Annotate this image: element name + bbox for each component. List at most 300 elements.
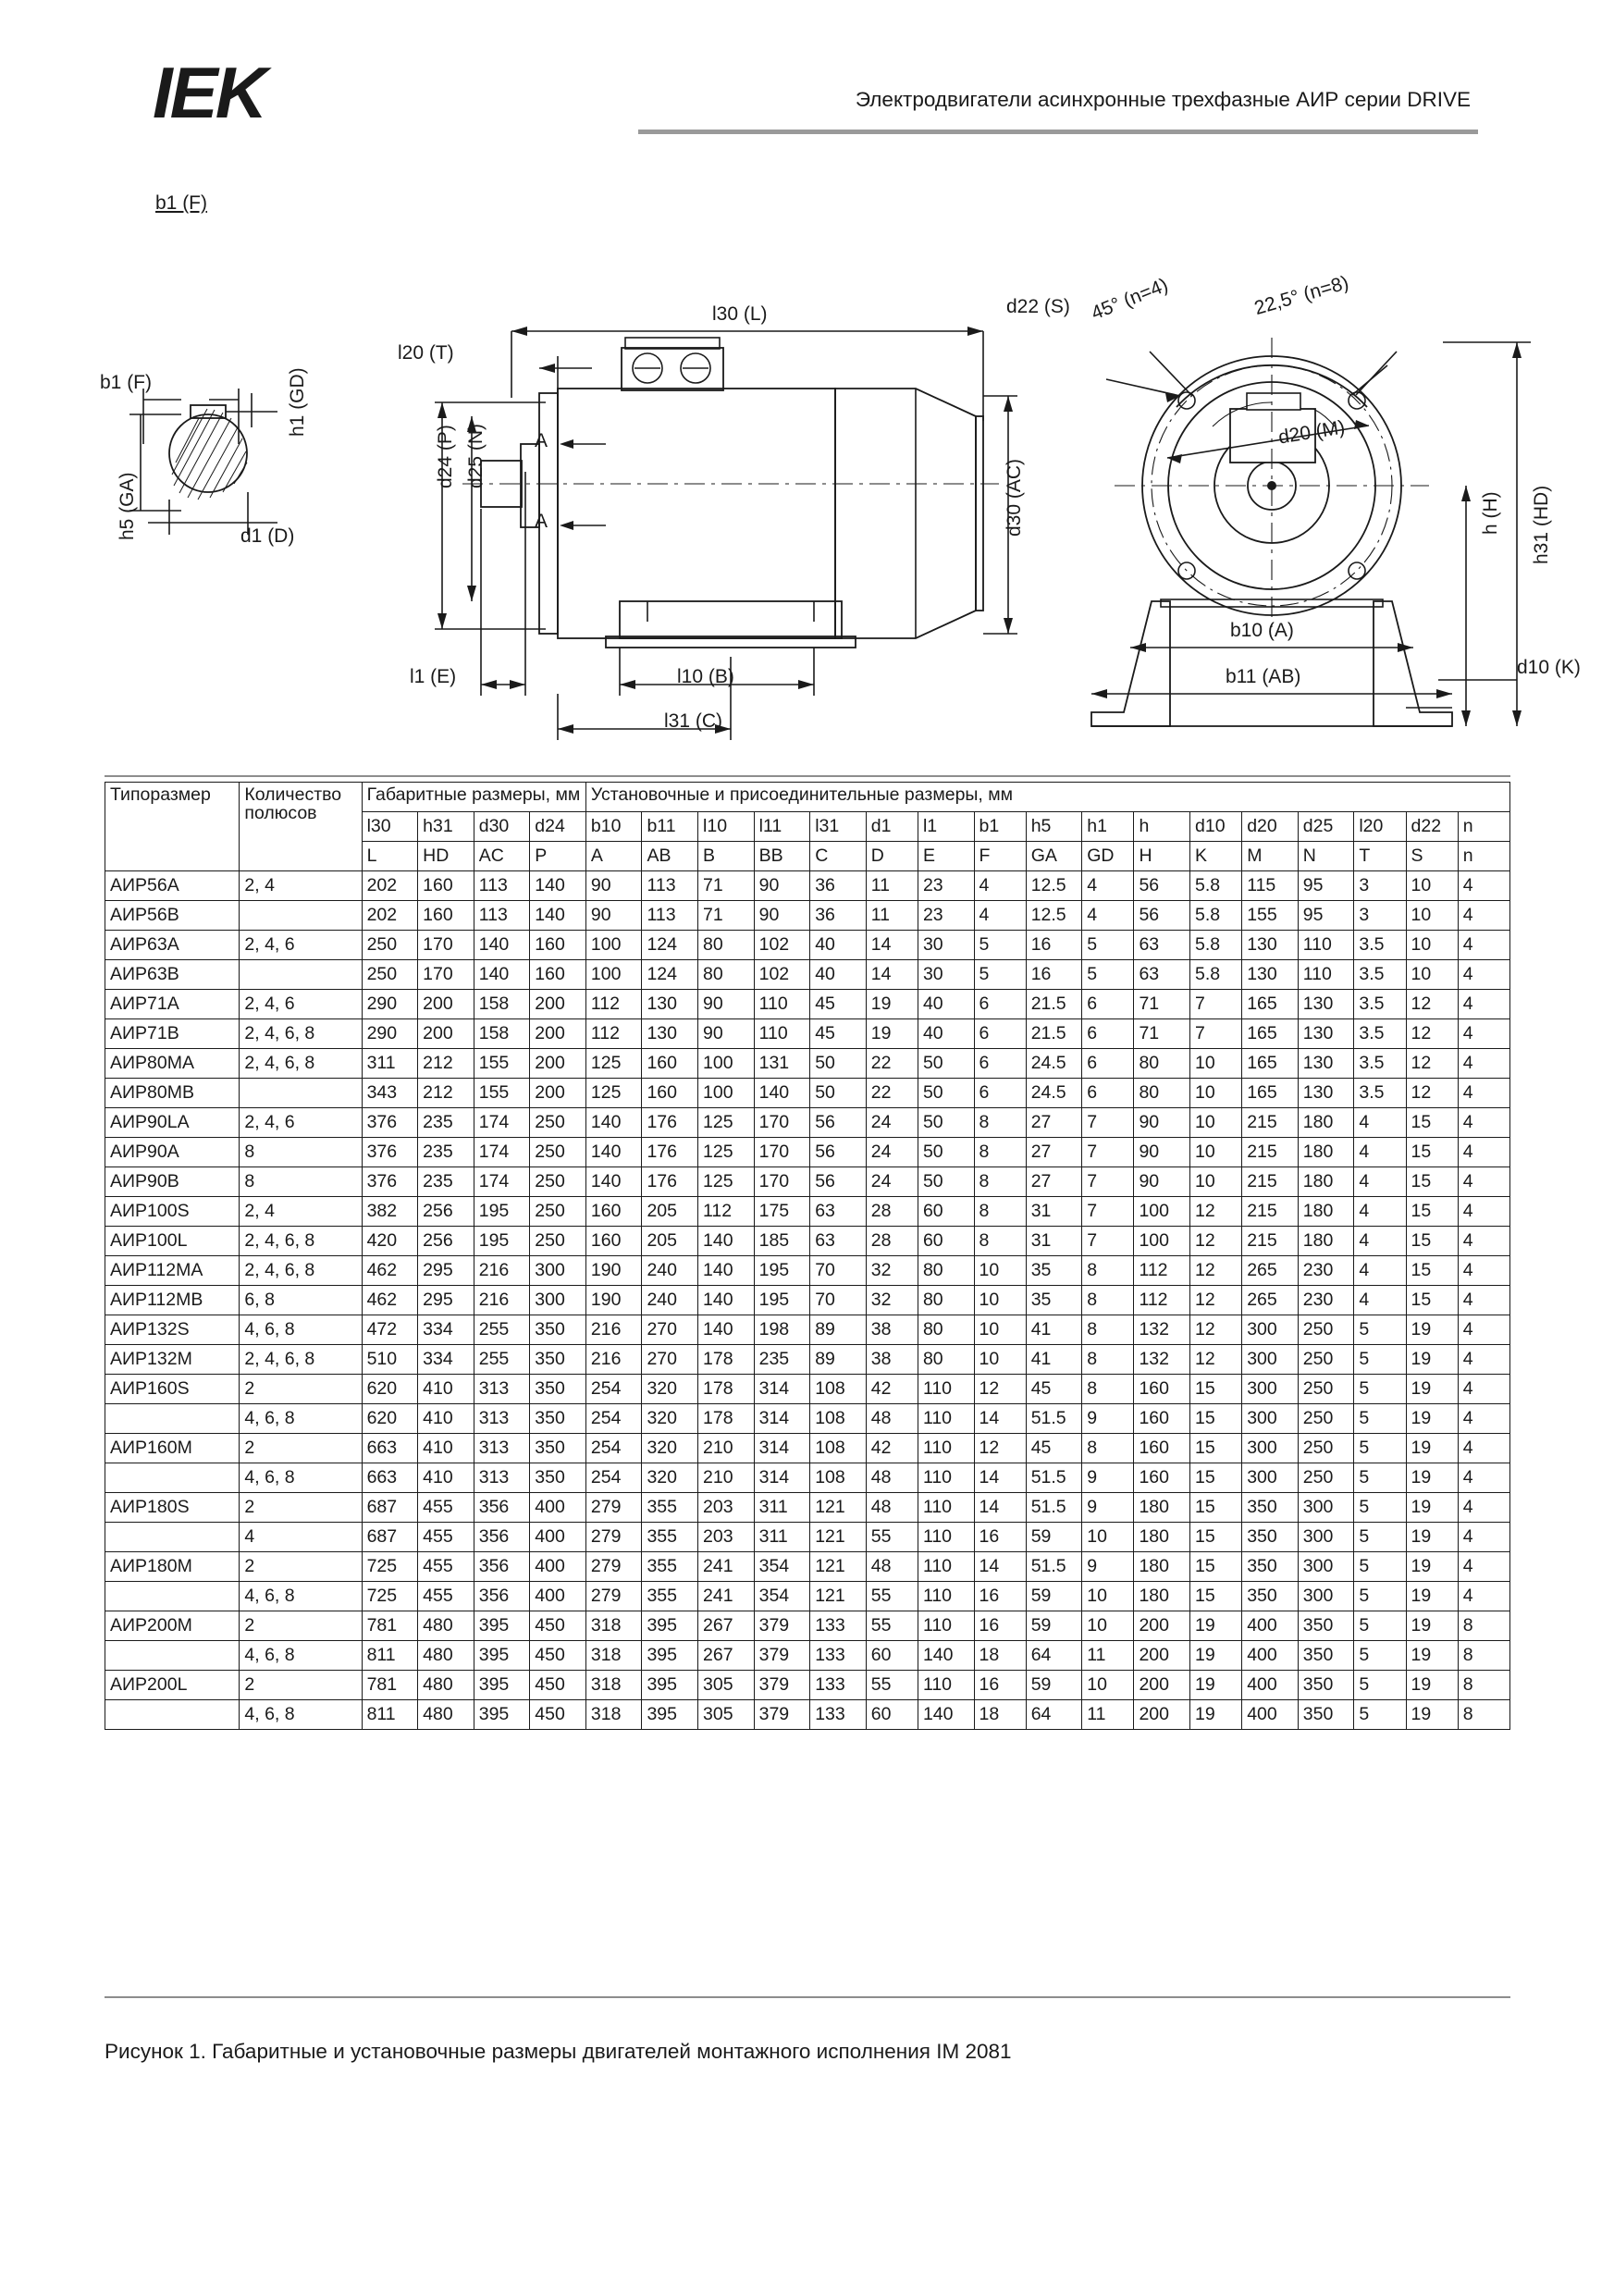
cell-value: 200 bbox=[530, 990, 586, 1019]
cell-value: 320 bbox=[642, 1434, 698, 1463]
cell-value: 63 bbox=[1134, 931, 1190, 960]
cell-value: 200 bbox=[530, 1019, 586, 1049]
cell-value: 16 bbox=[974, 1523, 1026, 1552]
col-code: l20 bbox=[1354, 812, 1406, 842]
cell-value: 90 bbox=[754, 871, 810, 901]
cell-value: 38 bbox=[866, 1315, 918, 1345]
cell-value: 140 bbox=[754, 1079, 810, 1108]
cell-value: 4 bbox=[1458, 1256, 1509, 1286]
cell-value: 10 bbox=[1082, 1523, 1134, 1552]
cell-poles: 2 bbox=[240, 1493, 362, 1523]
cell-value: 9 bbox=[1082, 1463, 1134, 1493]
cell-value: 36 bbox=[810, 901, 867, 931]
cell-value: 290 bbox=[362, 1019, 418, 1049]
cell-value: 89 bbox=[810, 1315, 867, 1345]
cell-value: 300 bbox=[1242, 1345, 1299, 1375]
cell-poles: 2 bbox=[240, 1611, 362, 1641]
cell-value: 9 bbox=[1082, 1493, 1134, 1523]
cell-value: 5 bbox=[1354, 1611, 1406, 1641]
cell-value: 16 bbox=[1026, 960, 1082, 990]
cell-value: 5 bbox=[1354, 1434, 1406, 1463]
cell-value: 59 bbox=[1026, 1671, 1082, 1700]
cell-value: 7 bbox=[1082, 1167, 1134, 1197]
cell-value: 200 bbox=[1134, 1611, 1190, 1641]
cell-value: 48 bbox=[866, 1552, 918, 1582]
cell-value: 725 bbox=[362, 1552, 418, 1582]
cell-value: 300 bbox=[530, 1256, 586, 1286]
cell-type: АИР100L bbox=[105, 1227, 240, 1256]
cell-value: 15 bbox=[1406, 1108, 1458, 1138]
cell-value: 90 bbox=[1134, 1108, 1190, 1138]
cell-value: 130 bbox=[1242, 931, 1299, 960]
cell-value: 12 bbox=[1190, 1197, 1242, 1227]
cell-value: 3.5 bbox=[1354, 931, 1406, 960]
cell-value: 250 bbox=[362, 960, 418, 990]
cell-value: 4 bbox=[1458, 1138, 1509, 1167]
cell-value: 10 bbox=[1406, 960, 1458, 990]
cell-value: 32 bbox=[866, 1286, 918, 1315]
cell-value: 5 bbox=[1354, 1523, 1406, 1552]
cell-value: 170 bbox=[418, 960, 474, 990]
cell-value: 7 bbox=[1082, 1227, 1134, 1256]
label-section-arrow-a-bottom: A bbox=[535, 511, 548, 532]
cell-value: 15 bbox=[1190, 1404, 1242, 1434]
cell-value: 379 bbox=[754, 1641, 810, 1671]
cell-value: 5.8 bbox=[1190, 871, 1242, 901]
cell-value: 455 bbox=[418, 1493, 474, 1523]
cell-value: 255 bbox=[474, 1345, 530, 1375]
label-d10-k: d10 (K) bbox=[1517, 657, 1581, 678]
cell-value: 202 bbox=[362, 871, 418, 901]
cell-value: 7 bbox=[1082, 1197, 1134, 1227]
col-header-mounting: Установочные и присоединительные размеры, мм bbox=[585, 783, 1509, 812]
cell-type: АИР63А bbox=[105, 931, 240, 960]
col-code: d22 bbox=[1406, 812, 1458, 842]
cell-value: 124 bbox=[642, 960, 698, 990]
cell-value: 80 bbox=[918, 1315, 974, 1345]
cell-value: 450 bbox=[530, 1611, 586, 1641]
cell-type: АИР160М bbox=[105, 1434, 240, 1463]
cell-value: 56 bbox=[1134, 871, 1190, 901]
cell-value: 15 bbox=[1406, 1197, 1458, 1227]
cell-value: 5 bbox=[1354, 1582, 1406, 1611]
cell-value: 45 bbox=[1026, 1434, 1082, 1463]
cell-value: 356 bbox=[474, 1493, 530, 1523]
cell-value: 318 bbox=[585, 1641, 642, 1671]
table-row bbox=[105, 1700, 1510, 1730]
cell-value: 400 bbox=[530, 1523, 586, 1552]
cell-value: 71 bbox=[1134, 990, 1190, 1019]
col-header-overall: Габаритные размеры, мм bbox=[362, 783, 585, 812]
cell-value: 63 bbox=[810, 1227, 867, 1256]
cell-value: 50 bbox=[810, 1079, 867, 1108]
page-header bbox=[0, 0, 1614, 176]
cell-value: 295 bbox=[418, 1286, 474, 1315]
cell-value: 125 bbox=[585, 1049, 642, 1079]
col-letter: AC bbox=[474, 842, 530, 871]
cell-value: 15 bbox=[1190, 1463, 1242, 1493]
table-row bbox=[105, 1079, 1510, 1108]
cell-value: 174 bbox=[474, 1138, 530, 1167]
cell-value: 6 bbox=[974, 1079, 1026, 1108]
cell-value: 55 bbox=[866, 1611, 918, 1641]
cell-value: 112 bbox=[698, 1197, 755, 1227]
col-code: b1 bbox=[974, 812, 1026, 842]
cell-value: 19 bbox=[1406, 1582, 1458, 1611]
col-letter: AB bbox=[642, 842, 698, 871]
cell-value: 140 bbox=[585, 1108, 642, 1138]
cell-value: 102 bbox=[754, 960, 810, 990]
table-row bbox=[105, 1375, 1510, 1404]
label-d25-n: d25 (N) bbox=[465, 423, 487, 488]
cell-value: 6 bbox=[1082, 1049, 1134, 1079]
cell-value: 200 bbox=[418, 1019, 474, 1049]
cell-value: 140 bbox=[918, 1700, 974, 1730]
col-letter: B bbox=[698, 842, 755, 871]
cell-value: 250 bbox=[1298, 1375, 1354, 1404]
cell-value: 190 bbox=[585, 1286, 642, 1315]
cell-value: 4 bbox=[1458, 931, 1509, 960]
cell-value: 35 bbox=[1026, 1286, 1082, 1315]
cell-type: АИР112МА bbox=[105, 1256, 240, 1286]
cell-value: 350 bbox=[1242, 1582, 1299, 1611]
cell-value: 27 bbox=[1026, 1167, 1082, 1197]
cell-value: 24.5 bbox=[1026, 1079, 1082, 1108]
cell-value: 10 bbox=[1406, 931, 1458, 960]
cell-value: 462 bbox=[362, 1286, 418, 1315]
cell-value: 90 bbox=[1134, 1138, 1190, 1167]
cell-value: 200 bbox=[1134, 1641, 1190, 1671]
cell-value: 300 bbox=[1242, 1434, 1299, 1463]
cell-value: 8 bbox=[1458, 1700, 1509, 1730]
col-code: d30 bbox=[474, 812, 530, 842]
cell-value: 3 bbox=[1354, 901, 1406, 931]
label-angle-45: 45° (n=4) bbox=[1088, 274, 1172, 325]
cell-value: 12 bbox=[1190, 1227, 1242, 1256]
cell-value: 663 bbox=[362, 1463, 418, 1493]
cell-value: 8 bbox=[1082, 1375, 1134, 1404]
cell-value: 12 bbox=[1406, 990, 1458, 1019]
cell-value: 165 bbox=[1242, 1049, 1299, 1079]
table-row bbox=[105, 1167, 1510, 1197]
cell-value: 11 bbox=[866, 901, 918, 931]
cell-value: 19 bbox=[1406, 1345, 1458, 1375]
cell-value: 113 bbox=[642, 871, 698, 901]
cell-value: 200 bbox=[418, 990, 474, 1019]
cell-value: 250 bbox=[1298, 1315, 1354, 1345]
cell-value: 12 bbox=[1190, 1286, 1242, 1315]
cell-value: 480 bbox=[418, 1671, 474, 1700]
cell-value: 48 bbox=[866, 1404, 918, 1434]
drawing-vector bbox=[0, 167, 1614, 759]
cell-value: 100 bbox=[698, 1079, 755, 1108]
cell-value: 10 bbox=[974, 1286, 1026, 1315]
cell-value: 170 bbox=[418, 931, 474, 960]
cell-value: 121 bbox=[810, 1493, 867, 1523]
cell-value: 480 bbox=[418, 1700, 474, 1730]
col-code: h5 bbox=[1026, 812, 1082, 842]
cell-value: 18 bbox=[974, 1641, 1026, 1671]
table-row bbox=[105, 931, 1510, 960]
cell-value: 19 bbox=[1406, 1493, 1458, 1523]
cell-value: 11 bbox=[1082, 1641, 1134, 1671]
cell-value: 5.8 bbox=[1190, 960, 1242, 990]
cell-type: АИР80МВ bbox=[105, 1079, 240, 1108]
cell-value: 6 bbox=[1082, 1019, 1134, 1049]
cell-value: 180 bbox=[1298, 1167, 1354, 1197]
cell-value: 4 bbox=[1354, 1227, 1406, 1256]
cell-value: 10 bbox=[1190, 1138, 1242, 1167]
cell-value: 6 bbox=[1082, 1079, 1134, 1108]
cell-value: 56 bbox=[1134, 901, 1190, 931]
cell-poles: 2, 4, 6, 8 bbox=[240, 1019, 362, 1049]
cell-value: 215 bbox=[1242, 1167, 1299, 1197]
cell-value: 241 bbox=[698, 1552, 755, 1582]
cell-value: 4 bbox=[1458, 1523, 1509, 1552]
cell-value: 40 bbox=[918, 1019, 974, 1049]
cell-value: 50 bbox=[810, 1049, 867, 1079]
cell-value: 400 bbox=[530, 1493, 586, 1523]
cell-value: 59 bbox=[1026, 1582, 1082, 1611]
cell-value: 130 bbox=[1298, 1079, 1354, 1108]
cell-value: 38 bbox=[866, 1345, 918, 1375]
cell-value: 70 bbox=[810, 1256, 867, 1286]
cell-value: 313 bbox=[474, 1463, 530, 1493]
cell-value: 4 bbox=[1458, 901, 1509, 931]
cell-value: 250 bbox=[530, 1138, 586, 1167]
cell-value: 4 bbox=[1458, 1167, 1509, 1197]
cell-value: 212 bbox=[418, 1049, 474, 1079]
cell-value: 140 bbox=[918, 1641, 974, 1671]
table-row bbox=[105, 1227, 1510, 1256]
cell-value: 410 bbox=[418, 1375, 474, 1404]
cell-poles: 4, 6, 8 bbox=[240, 1315, 362, 1345]
cell-value: 5.8 bbox=[1190, 901, 1242, 931]
cell-value: 350 bbox=[530, 1345, 586, 1375]
cell-value: 45 bbox=[810, 1019, 867, 1049]
cell-value: 180 bbox=[1134, 1582, 1190, 1611]
cell-value: 311 bbox=[362, 1049, 418, 1079]
cell-value: 8 bbox=[1082, 1256, 1134, 1286]
cell-value: 36 bbox=[810, 871, 867, 901]
cell-value: 140 bbox=[474, 931, 530, 960]
cell-value: 343 bbox=[362, 1079, 418, 1108]
cell-value: 687 bbox=[362, 1523, 418, 1552]
cell-value: 195 bbox=[474, 1227, 530, 1256]
col-code: d24 bbox=[530, 812, 586, 842]
cell-poles: 4, 6, 8 bbox=[240, 1641, 362, 1671]
col-letter: K bbox=[1190, 842, 1242, 871]
cell-value: 379 bbox=[754, 1700, 810, 1730]
cell-value: 64 bbox=[1026, 1641, 1082, 1671]
cell-value: 462 bbox=[362, 1256, 418, 1286]
cell-value: 155 bbox=[474, 1079, 530, 1108]
cell-value: 4 bbox=[1082, 871, 1134, 901]
cell-value: 250 bbox=[362, 931, 418, 960]
cell-value: 510 bbox=[362, 1345, 418, 1375]
cell-value: 5 bbox=[974, 960, 1026, 990]
cell-value: 108 bbox=[810, 1434, 867, 1463]
cell-value: 355 bbox=[642, 1552, 698, 1582]
cell-type: АИР63В bbox=[105, 960, 240, 990]
table-row bbox=[105, 1493, 1510, 1523]
cell-value: 55 bbox=[866, 1671, 918, 1700]
cell-value: 19 bbox=[866, 990, 918, 1019]
cell-poles: 2 bbox=[240, 1671, 362, 1700]
cell-value: 4 bbox=[1354, 1167, 1406, 1197]
cell-value: 8 bbox=[974, 1167, 1026, 1197]
cell-value: 811 bbox=[362, 1641, 418, 1671]
cell-value: 781 bbox=[362, 1671, 418, 1700]
cell-value: 254 bbox=[585, 1375, 642, 1404]
cell-value: 71 bbox=[698, 871, 755, 901]
cell-value: 6 bbox=[974, 990, 1026, 1019]
cell-value: 216 bbox=[474, 1256, 530, 1286]
cell-poles bbox=[240, 960, 362, 990]
cell-value: 115 bbox=[1242, 871, 1299, 901]
cell-value: 180 bbox=[1298, 1197, 1354, 1227]
cell-type: АИР90LA bbox=[105, 1108, 240, 1138]
cell-value: 42 bbox=[866, 1434, 918, 1463]
cell-value: 314 bbox=[754, 1375, 810, 1404]
cell-value: 5 bbox=[1082, 960, 1134, 990]
cell-value: 10 bbox=[1406, 901, 1458, 931]
cell-value: 354 bbox=[754, 1582, 810, 1611]
cell-value: 3.5 bbox=[1354, 960, 1406, 990]
cell-value: 216 bbox=[474, 1286, 530, 1315]
cell-value: 455 bbox=[418, 1552, 474, 1582]
cell-value: 4 bbox=[1458, 1463, 1509, 1493]
cell-value: 300 bbox=[1242, 1315, 1299, 1345]
cell-value: 160 bbox=[530, 960, 586, 990]
cell-value: 90 bbox=[585, 901, 642, 931]
table-row bbox=[105, 960, 1510, 990]
cell-value: 15 bbox=[1190, 1523, 1242, 1552]
cell-value: 90 bbox=[585, 871, 642, 901]
cell-value: 45 bbox=[1026, 1375, 1082, 1404]
cell-value: 133 bbox=[810, 1611, 867, 1641]
cell-value: 40 bbox=[918, 990, 974, 1019]
cell-value: 10 bbox=[1190, 1079, 1242, 1108]
cell-poles: 8 bbox=[240, 1138, 362, 1167]
cell-type: АИР200М bbox=[105, 1611, 240, 1641]
cell-value: 400 bbox=[1242, 1611, 1299, 1641]
cell-value: 450 bbox=[530, 1700, 586, 1730]
cell-value: 5 bbox=[1354, 1315, 1406, 1345]
col-code: l31 bbox=[810, 812, 867, 842]
table-row bbox=[105, 871, 1510, 901]
cell-value: 267 bbox=[698, 1641, 755, 1671]
cell-value: 410 bbox=[418, 1434, 474, 1463]
cell-value: 22 bbox=[866, 1049, 918, 1079]
cell-value: 35 bbox=[1026, 1256, 1082, 1286]
cell-value: 19 bbox=[1406, 1315, 1458, 1345]
cell-value: 174 bbox=[474, 1167, 530, 1197]
cell-value: 4 bbox=[1354, 1256, 1406, 1286]
cell-value: 170 bbox=[754, 1138, 810, 1167]
cell-value: 180 bbox=[1298, 1108, 1354, 1138]
cell-type: АИР71А bbox=[105, 990, 240, 1019]
cell-value: 10 bbox=[1190, 1049, 1242, 1079]
cell-value: 112 bbox=[1134, 1286, 1190, 1315]
cell-value: 8 bbox=[1082, 1434, 1134, 1463]
cell-value: 350 bbox=[1242, 1493, 1299, 1523]
cell-value: 16 bbox=[1026, 931, 1082, 960]
cell-value: 90 bbox=[698, 1019, 755, 1049]
cell-value: 48 bbox=[866, 1493, 918, 1523]
cell-value: 254 bbox=[585, 1404, 642, 1434]
cell-value: 318 bbox=[585, 1611, 642, 1641]
cell-value: 10 bbox=[974, 1345, 1026, 1375]
table-row bbox=[105, 901, 1510, 931]
cell-value: 31 bbox=[1026, 1227, 1082, 1256]
cell-value: 185 bbox=[754, 1227, 810, 1256]
cell-value: 40 bbox=[810, 931, 867, 960]
cell-value: 240 bbox=[642, 1286, 698, 1315]
col-code: b11 bbox=[642, 812, 698, 842]
label-h-h: h (H) bbox=[1480, 491, 1501, 535]
cell-value: 160 bbox=[585, 1227, 642, 1256]
cell-value: 7 bbox=[1082, 1108, 1134, 1138]
cell-value: 24 bbox=[866, 1108, 918, 1138]
cell-type: АИР90А bbox=[105, 1138, 240, 1167]
cell-value: 40 bbox=[810, 960, 867, 990]
dimensions-table bbox=[105, 782, 1510, 1730]
cell-value: 250 bbox=[1298, 1345, 1354, 1375]
cell-value: 311 bbox=[754, 1523, 810, 1552]
cell-value: 100 bbox=[585, 931, 642, 960]
cell-value: 8 bbox=[974, 1227, 1026, 1256]
cell-value: 51.5 bbox=[1026, 1463, 1082, 1493]
label-angle-22-5: 22,5° (n=8) bbox=[1251, 272, 1351, 320]
col-letter: A bbox=[585, 842, 642, 871]
cell-value: 180 bbox=[1134, 1493, 1190, 1523]
cell-value: 19 bbox=[1406, 1523, 1458, 1552]
table-row bbox=[105, 1641, 1510, 1671]
col-code: l11 bbox=[754, 812, 810, 842]
cell-value: 132 bbox=[1134, 1315, 1190, 1345]
cell-value: 265 bbox=[1242, 1286, 1299, 1315]
cell-value: 102 bbox=[754, 931, 810, 960]
cell-value: 80 bbox=[918, 1256, 974, 1286]
cell-poles bbox=[240, 1079, 362, 1108]
cell-value: 24 bbox=[866, 1167, 918, 1197]
cell-value: 455 bbox=[418, 1523, 474, 1552]
cell-type bbox=[105, 1700, 240, 1730]
cell-value: 255 bbox=[474, 1315, 530, 1345]
cell-value: 10 bbox=[974, 1315, 1026, 1345]
cell-type bbox=[105, 1523, 240, 1552]
cell-value: 41 bbox=[1026, 1345, 1082, 1375]
cell-value: 21.5 bbox=[1026, 1019, 1082, 1049]
cell-value: 70 bbox=[810, 1286, 867, 1315]
cell-value: 27 bbox=[1026, 1108, 1082, 1138]
cell-value: 395 bbox=[474, 1641, 530, 1671]
cell-value: 178 bbox=[698, 1345, 755, 1375]
cell-value: 14 bbox=[866, 960, 918, 990]
cell-value: 60 bbox=[918, 1197, 974, 1227]
cell-value: 240 bbox=[642, 1256, 698, 1286]
cell-value: 110 bbox=[918, 1404, 974, 1434]
col-code: d1 bbox=[866, 812, 918, 842]
cell-value: 4 bbox=[1458, 1108, 1509, 1138]
cell-value: 50 bbox=[918, 1049, 974, 1079]
cell-value: 14 bbox=[974, 1404, 1026, 1434]
cell-value: 108 bbox=[810, 1404, 867, 1434]
cell-value: 19 bbox=[1190, 1641, 1242, 1671]
table-head-row-groups bbox=[105, 783, 1510, 812]
col-code: n bbox=[1458, 812, 1509, 842]
